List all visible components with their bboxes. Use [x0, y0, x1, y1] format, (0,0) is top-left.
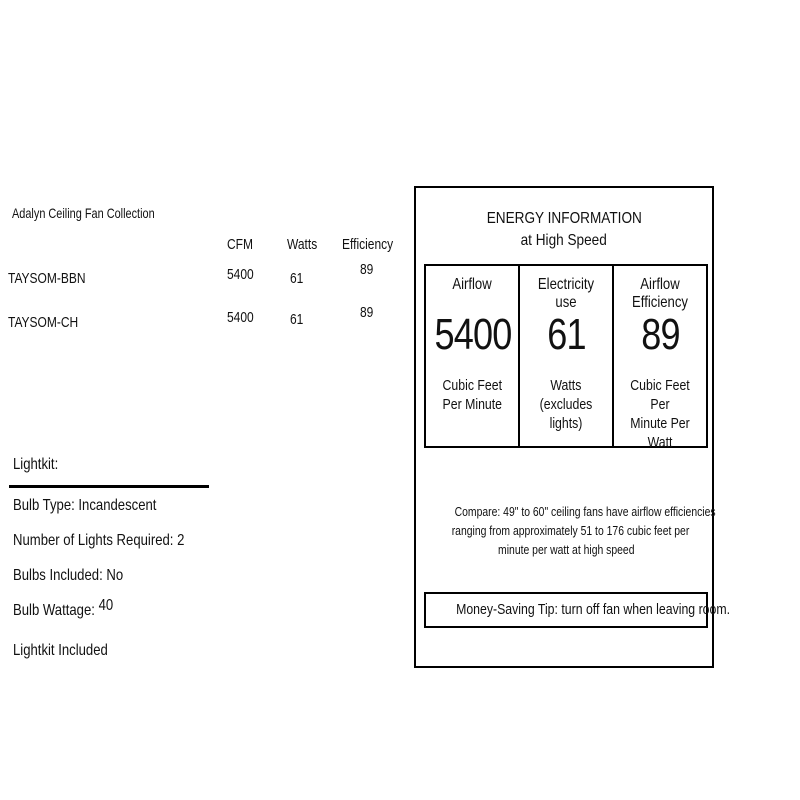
energy-title: ENERGY INFORMATION	[486, 210, 642, 227]
cfm-value: 5400	[227, 266, 254, 283]
bulb-wattage-label: Bulb Wattage:	[13, 602, 95, 619]
collection-title: Adalyn Ceiling Fan Collection	[12, 205, 155, 221]
cfm-value: 5400	[227, 309, 254, 326]
money-saving-tip: Money-Saving Tip: turn off fan when leaving room.	[424, 592, 708, 628]
col-header-watts: Watts	[287, 236, 318, 253]
bulb-type: Bulb Type: Incandescent	[13, 497, 157, 514]
model-name: TAYSOM-BBN	[8, 270, 86, 287]
airflow-metric	[426, 266, 518, 446]
metric-unit: Cubic Feet Per Minute Per Watt	[630, 377, 690, 451]
energy-metrics-grid	[424, 264, 708, 451]
metric-unit: Watts (excludes lights)	[539, 377, 593, 432]
lightkit-title: Lightkit:	[13, 456, 59, 473]
bulbs-included: Bulbs Included: No	[13, 567, 124, 584]
watts-value: 61	[290, 311, 304, 328]
divider	[9, 485, 209, 488]
metric-label: Electricity use	[537, 276, 595, 311]
energy-subtitle: at High Speed	[520, 232, 608, 249]
electricity-use-metric	[518, 266, 612, 446]
metric-value: 89	[640, 310, 680, 359]
efficiency-value: 89	[360, 304, 374, 321]
airflow-efficiency-metric	[612, 266, 706, 451]
watts-value: 61	[290, 270, 304, 287]
metric-label: Airflow Efficiency	[632, 276, 688, 311]
comparison-note: Compare: 49" to 60" ceiling fans have airflow efficiencies ranging from approximately 51 to 176 cubic feet per minute per watt at high speed	[451, 504, 716, 557]
bulb-wattage	[13, 597, 114, 620]
metric-label: Airflow	[452, 276, 492, 293]
lightkit-included: Lightkit Included	[13, 642, 108, 659]
metric-value: 5400	[434, 310, 512, 359]
energy-information-panel	[414, 186, 731, 668]
col-header-cfm: CFM	[227, 236, 253, 253]
efficiency-value: 89	[360, 261, 374, 278]
model-name: TAYSOM-CH	[8, 314, 79, 331]
metric-unit: Cubic Feet Per Minute	[442, 377, 502, 413]
lights-required: Number of Lights Required: 2	[13, 532, 185, 549]
col-header-efficiency: Efficiency	[342, 236, 394, 253]
metric-value: 61	[546, 310, 586, 359]
bulb-wattage-value: 40	[98, 597, 114, 614]
